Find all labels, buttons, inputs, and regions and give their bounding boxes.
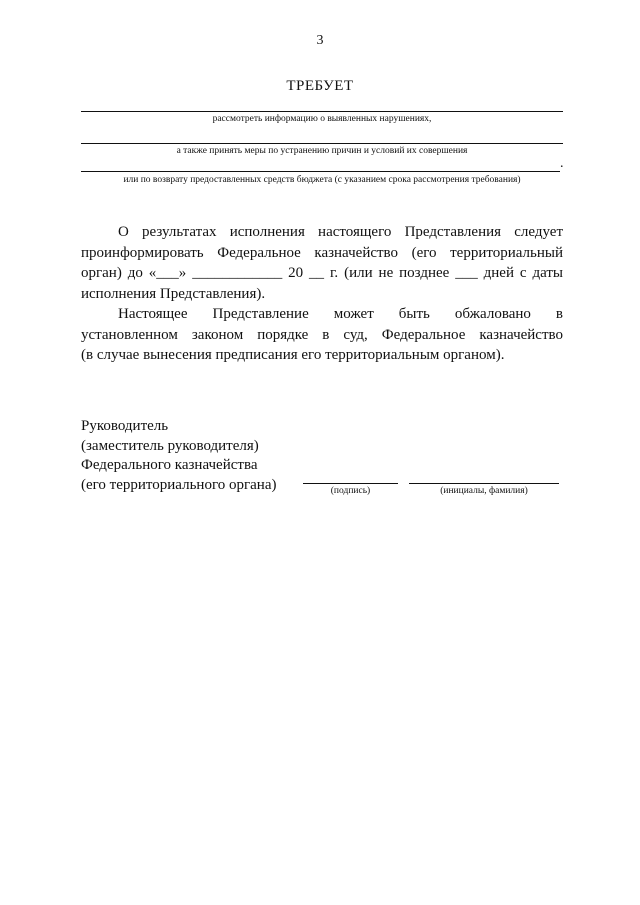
signatory-line: (заместитель руководителя): [81, 437, 259, 454]
trailing-dot: .: [560, 156, 564, 171]
blank-line-3: [81, 171, 560, 172]
blank-line-2: [81, 143, 563, 144]
paragraph-line: проинформировать Федеральное казначейство (его территориальный: [81, 244, 563, 261]
caption-3: или по возврату предоставленных средств бюджета (с указанием срока рассмотрения требования): [123, 175, 521, 185]
paragraph-line: исполнения Представления).: [81, 285, 266, 302]
signature-line: [303, 483, 398, 484]
signatory-line: Федерального казначейства: [81, 457, 258, 473]
paragraph-results: [81, 222, 563, 304]
paragraph-line: установленном законом порядке в суд, Федеральное казначейство: [81, 326, 563, 343]
caption-2: а также принять меры по устранению причин и условий их совершения: [176, 146, 468, 156]
paragraph-line: Настоящее Представление может быть обжаловано в: [118, 306, 563, 322]
signatory-line: Руководитель: [81, 418, 169, 434]
signatory-title: [81, 417, 276, 495]
paragraph-line: (в случае вынесения предписания его территориальным органом).: [81, 347, 505, 363]
page-number: 3: [316, 33, 324, 48]
name-caption: (инициалы, фамилия): [440, 486, 528, 496]
document-heading: ТРЕБУЕТ: [286, 78, 354, 94]
blank-line-1: [81, 111, 563, 112]
signatory-line: (его территориального органа): [81, 476, 277, 493]
signature-caption: (подпись): [330, 486, 371, 496]
caption-1: рассмотреть информацию о выявленных нарушениях,: [212, 114, 432, 124]
paragraph-appeal: [81, 304, 563, 366]
name-line: [409, 483, 559, 484]
paragraph-line: О результатах исполнения настоящего Представления следует: [118, 224, 563, 240]
paragraph-line: орган) до «___» ____________ 20 __ г. (или не позднее ___ дней с даты: [81, 265, 563, 281]
